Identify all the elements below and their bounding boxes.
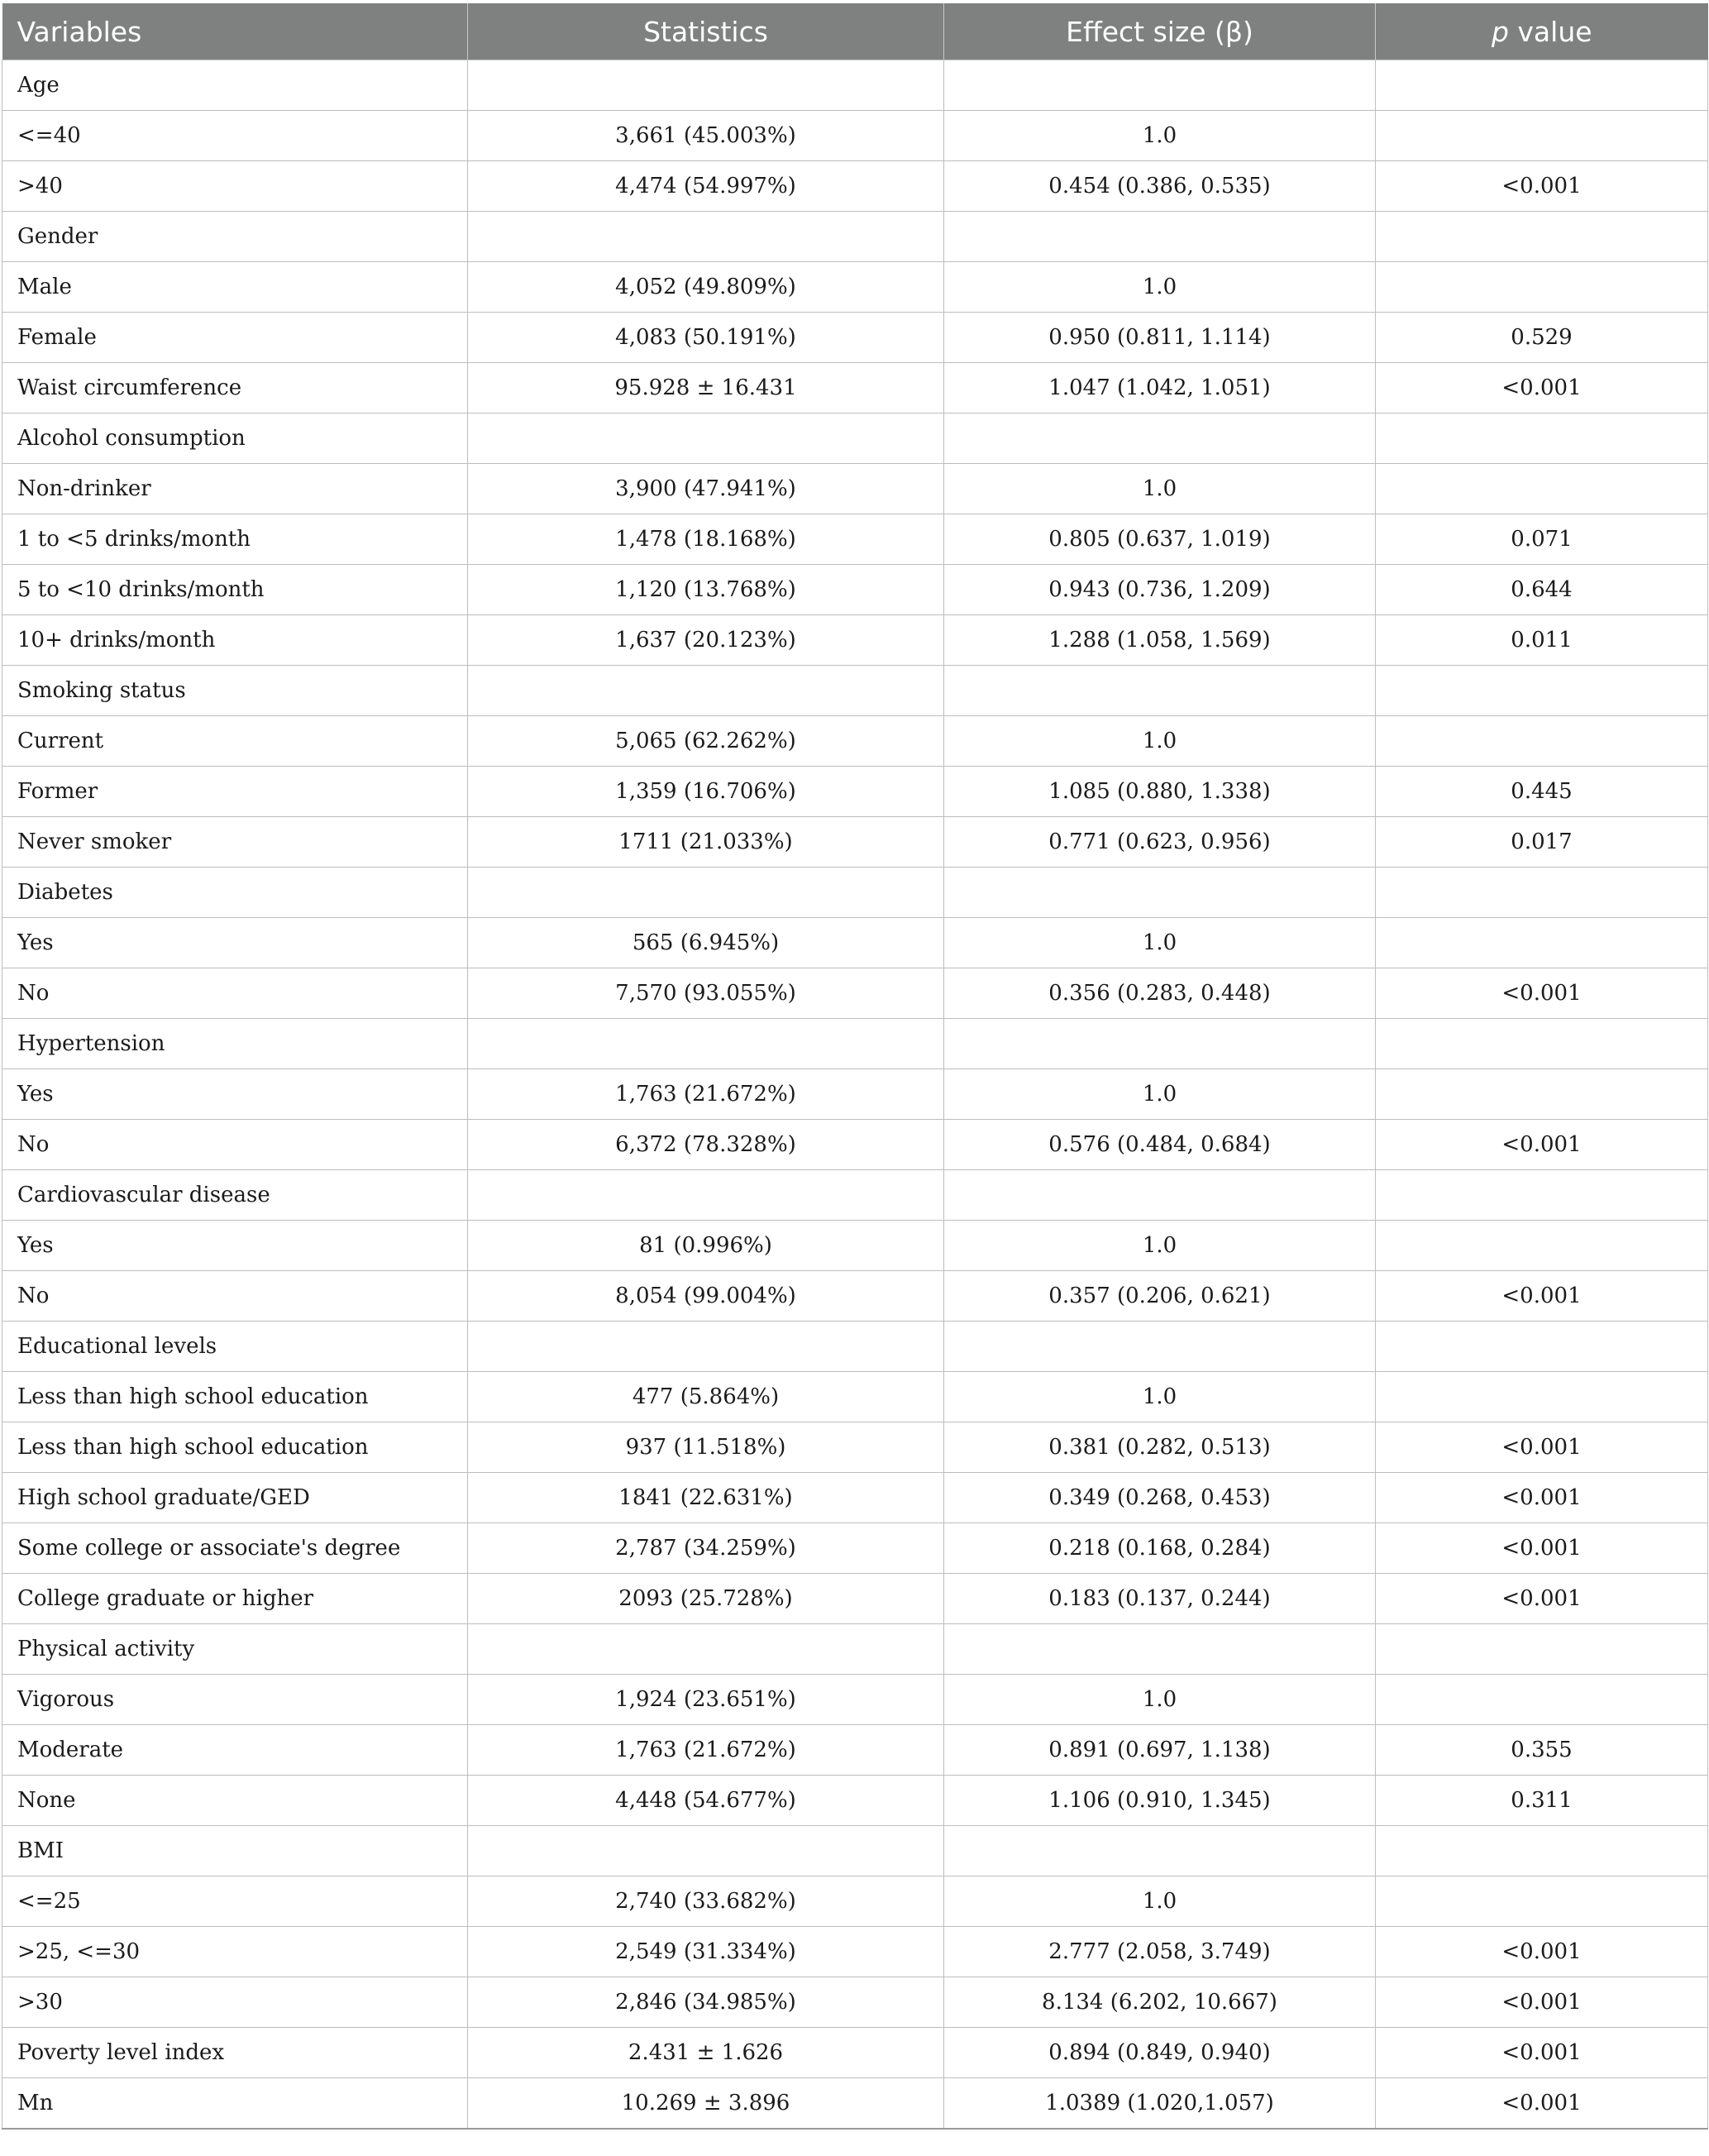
cell-statistics: 6,372 (78.328%) xyxy=(468,1120,944,1170)
cell-effect-size: 0.576 (0.484, 0.684) xyxy=(944,1120,1376,1170)
cell-p-value: 0.445 xyxy=(1376,767,1708,817)
cell-variable: Former xyxy=(2,767,468,817)
cell-statistics: 1711 (21.033%) xyxy=(468,817,944,868)
cell-variable: 1 to <5 drinks/month xyxy=(2,514,468,565)
table-row xyxy=(2,2078,1708,2130)
cell-effect-size xyxy=(944,212,1376,262)
table-row xyxy=(2,2028,1708,2078)
table-row xyxy=(2,1170,1708,1221)
cell-effect-size xyxy=(944,1019,1376,1069)
table-row xyxy=(2,565,1708,615)
table-row xyxy=(2,666,1708,716)
table-row xyxy=(2,161,1708,212)
header-statistics: Statistics xyxy=(468,3,944,60)
header-effect-size: Effect size (β) xyxy=(944,3,1376,60)
table-row xyxy=(2,111,1708,161)
cell-variable: Waist circumference xyxy=(2,363,468,414)
cell-p-value xyxy=(1376,1322,1708,1372)
cell-statistics: 477 (5.864%) xyxy=(468,1372,944,1422)
table-row xyxy=(2,514,1708,565)
cell-statistics xyxy=(468,1624,944,1675)
cell-p-value: 0.311 xyxy=(1376,1776,1708,1826)
cell-effect-size: 0.183 (0.137, 0.244) xyxy=(944,1574,1376,1624)
cell-statistics: 1,763 (21.672%) xyxy=(468,1069,944,1120)
cell-p-value: <0.001 xyxy=(1376,1473,1708,1523)
cell-effect-size: 1.085 (0.880, 1.338) xyxy=(944,767,1376,817)
cell-variable: Gender xyxy=(2,212,468,262)
cell-statistics xyxy=(468,60,944,111)
cell-statistics: 8,054 (99.004%) xyxy=(468,1271,944,1322)
cell-effect-size: 1.0 xyxy=(944,918,1376,968)
cell-statistics: 2093 (25.728%) xyxy=(468,1574,944,1624)
cell-variable: Physical activity xyxy=(2,1624,468,1675)
cell-effect-size xyxy=(944,414,1376,464)
cell-statistics: 2,740 (33.682%) xyxy=(468,1876,944,1927)
cell-statistics: 4,083 (50.191%) xyxy=(468,313,944,363)
cell-effect-size: 0.891 (0.697, 1.138) xyxy=(944,1725,1376,1776)
cell-effect-size: 8.134 (6.202, 10.667) xyxy=(944,1977,1376,2028)
cell-statistics: 1,120 (13.768%) xyxy=(468,565,944,615)
cell-effect-size xyxy=(944,1170,1376,1221)
cell-variable: BMI xyxy=(2,1826,468,1876)
cell-effect-size xyxy=(944,1624,1376,1675)
table-row xyxy=(2,1069,1708,1120)
cell-p-value: <0.001 xyxy=(1376,1977,1708,2028)
cell-effect-size: 1.0389 (1.020,1.057) xyxy=(944,2078,1376,2130)
cell-variable: 10+ drinks/month xyxy=(2,615,468,666)
cell-variable: Female xyxy=(2,313,468,363)
cell-p-value: 0.529 xyxy=(1376,313,1708,363)
cell-variable: >30 xyxy=(2,1977,468,2028)
cell-effect-size: 0.356 (0.283, 0.448) xyxy=(944,968,1376,1019)
cell-p-value: <0.001 xyxy=(1376,968,1708,1019)
cell-p-value: <0.001 xyxy=(1376,2078,1708,2130)
cell-statistics xyxy=(468,1170,944,1221)
cell-effect-size: 0.218 (0.168, 0.284) xyxy=(944,1523,1376,1574)
cell-p-value xyxy=(1376,262,1708,313)
cell-effect-size: 0.357 (0.206, 0.621) xyxy=(944,1271,1376,1322)
header-row xyxy=(2,3,1708,60)
cell-effect-size: 0.943 (0.736, 1.209) xyxy=(944,565,1376,615)
cell-p-value: <0.001 xyxy=(1376,1574,1708,1624)
cell-p-value xyxy=(1376,1019,1708,1069)
cell-p-value xyxy=(1376,111,1708,161)
cell-variable: Some college or associate's degree xyxy=(2,1523,468,1574)
cell-statistics xyxy=(468,868,944,918)
cell-effect-size: 1.0 xyxy=(944,1675,1376,1725)
cell-effect-size: 0.894 (0.849, 0.940) xyxy=(944,2028,1376,2078)
cell-statistics: 2.431 ± 1.626 xyxy=(468,2028,944,2078)
cell-p-value xyxy=(1376,1675,1708,1725)
cell-p-value: <0.001 xyxy=(1376,1927,1708,1977)
cell-effect-size xyxy=(944,666,1376,716)
cell-variable: No xyxy=(2,1271,468,1322)
cell-variable: Cardiovascular disease xyxy=(2,1170,468,1221)
table-row xyxy=(2,1473,1708,1523)
table-row xyxy=(2,1221,1708,1271)
cell-statistics: 1,924 (23.651%) xyxy=(468,1675,944,1725)
cell-variable: Yes xyxy=(2,1069,468,1120)
cell-variable: Current xyxy=(2,716,468,767)
cell-statistics: 7,570 (93.055%) xyxy=(468,968,944,1019)
cell-variable: Smoking status xyxy=(2,666,468,716)
cell-effect-size: 1.0 xyxy=(944,464,1376,514)
table-row xyxy=(2,1876,1708,1927)
cell-statistics: 3,900 (47.941%) xyxy=(468,464,944,514)
table-row xyxy=(2,767,1708,817)
cell-variable: Educational levels xyxy=(2,1322,468,1372)
cell-effect-size xyxy=(944,1826,1376,1876)
header-p-italic: p xyxy=(1491,15,1509,48)
table-row xyxy=(2,1372,1708,1422)
table-row xyxy=(2,60,1708,111)
cell-p-value: <0.001 xyxy=(1376,363,1708,414)
cell-p-value: <0.001 xyxy=(1376,1523,1708,1574)
cell-statistics: 2,787 (34.259%) xyxy=(468,1523,944,1574)
cell-variable: Diabetes xyxy=(2,868,468,918)
cell-p-value xyxy=(1376,1624,1708,1675)
cell-statistics xyxy=(468,666,944,716)
cell-variable: >25, <=30 xyxy=(2,1927,468,1977)
cell-effect-size: 1.106 (0.910, 1.345) xyxy=(944,1776,1376,1826)
table-row xyxy=(2,1574,1708,1624)
cell-p-value xyxy=(1376,1069,1708,1120)
table-row xyxy=(2,1120,1708,1170)
cell-effect-size: 1.047 (1.042, 1.051) xyxy=(944,363,1376,414)
table-row xyxy=(2,1322,1708,1372)
table-row xyxy=(2,1927,1708,1977)
cell-variable: >40 xyxy=(2,161,468,212)
cell-variable: Mn xyxy=(2,2078,468,2130)
cell-statistics: 2,846 (34.985%) xyxy=(468,1977,944,2028)
table-row xyxy=(2,868,1708,918)
cell-effect-size: 1.0 xyxy=(944,1876,1376,1927)
results-table xyxy=(2,3,1708,2130)
table-header xyxy=(2,3,1708,60)
cell-variable: No xyxy=(2,1120,468,1170)
table-body xyxy=(2,60,1708,2130)
cell-statistics: 4,448 (54.677%) xyxy=(468,1776,944,1826)
cell-effect-size: 1.0 xyxy=(944,716,1376,767)
table-row xyxy=(2,1019,1708,1069)
cell-effect-size: 1.0 xyxy=(944,1372,1376,1422)
cell-variable: None xyxy=(2,1776,468,1826)
cell-p-value xyxy=(1376,918,1708,968)
table-row xyxy=(2,212,1708,262)
table-row xyxy=(2,363,1708,414)
cell-statistics: 1,763 (21.672%) xyxy=(468,1725,944,1776)
cell-p-value xyxy=(1376,1876,1708,1927)
cell-variable: Age xyxy=(2,60,468,111)
table-row xyxy=(2,1523,1708,1574)
cell-p-value xyxy=(1376,1826,1708,1876)
cell-variable: Male xyxy=(2,262,468,313)
cell-statistics xyxy=(468,414,944,464)
cell-effect-size: 1.0 xyxy=(944,1221,1376,1271)
cell-statistics: 2,549 (31.334%) xyxy=(468,1927,944,1977)
cell-effect-size: 1.0 xyxy=(944,262,1376,313)
cell-p-value: <0.001 xyxy=(1376,1120,1708,1170)
cell-effect-size xyxy=(944,868,1376,918)
cell-statistics: 95.928 ± 16.431 xyxy=(468,363,944,414)
cell-statistics: 4,052 (49.809%) xyxy=(468,262,944,313)
cell-statistics: 1,478 (18.168%) xyxy=(468,514,944,565)
cell-statistics xyxy=(468,1019,944,1069)
cell-p-value: 0.644 xyxy=(1376,565,1708,615)
table-row xyxy=(2,1826,1708,1876)
header-variables: Variables xyxy=(2,3,468,60)
cell-statistics: 3,661 (45.003%) xyxy=(468,111,944,161)
cell-effect-size: 1.0 xyxy=(944,111,1376,161)
cell-statistics: 1,637 (20.123%) xyxy=(468,615,944,666)
table-row xyxy=(2,817,1708,868)
table-row xyxy=(2,968,1708,1019)
table-row xyxy=(2,1422,1708,1473)
cell-variable: <=40 xyxy=(2,111,468,161)
cell-effect-size xyxy=(944,60,1376,111)
table-row xyxy=(2,615,1708,666)
cell-variable: <=25 xyxy=(2,1876,468,1927)
cell-variable: Yes xyxy=(2,1221,468,1271)
cell-p-value: <0.001 xyxy=(1376,1271,1708,1322)
table-row xyxy=(2,313,1708,363)
cell-effect-size: 0.381 (0.282, 0.513) xyxy=(944,1422,1376,1473)
cell-variable: Less than high school education xyxy=(2,1422,468,1473)
cell-statistics xyxy=(468,1322,944,1372)
cell-p-value xyxy=(1376,464,1708,514)
table-row xyxy=(2,716,1708,767)
cell-p-value: 0.355 xyxy=(1376,1725,1708,1776)
cell-statistics: 937 (11.518%) xyxy=(468,1422,944,1473)
cell-variable: Non-drinker xyxy=(2,464,468,514)
table-row xyxy=(2,1624,1708,1675)
cell-variable: Vigorous xyxy=(2,1675,468,1725)
header-p-value xyxy=(1376,3,1708,60)
cell-effect-size: 0.454 (0.386, 0.535) xyxy=(944,161,1376,212)
table-row xyxy=(2,1776,1708,1826)
cell-effect-size: 1.288 (1.058, 1.569) xyxy=(944,615,1376,666)
cell-statistics: 4,474 (54.997%) xyxy=(468,161,944,212)
cell-effect-size: 0.950 (0.811, 1.114) xyxy=(944,313,1376,363)
cell-p-value: <0.001 xyxy=(1376,161,1708,212)
cell-variable: Alcohol consumption xyxy=(2,414,468,464)
cell-p-value xyxy=(1376,1221,1708,1271)
cell-statistics: 10.269 ± 3.896 xyxy=(468,2078,944,2130)
cell-variable: Moderate xyxy=(2,1725,468,1776)
table-row xyxy=(2,414,1708,464)
cell-p-value: 0.011 xyxy=(1376,615,1708,666)
cell-statistics: 565 (6.945%) xyxy=(468,918,944,968)
table-row xyxy=(2,1977,1708,2028)
cell-statistics: 5,065 (62.262%) xyxy=(468,716,944,767)
cell-statistics xyxy=(468,212,944,262)
cell-effect-size: 0.771 (0.623, 0.956) xyxy=(944,817,1376,868)
cell-p-value xyxy=(1376,1372,1708,1422)
cell-statistics: 1841 (22.631%) xyxy=(468,1473,944,1523)
cell-p-value: 0.017 xyxy=(1376,817,1708,868)
cell-p-value: 0.071 xyxy=(1376,514,1708,565)
cell-effect-size: 1.0 xyxy=(944,1069,1376,1120)
cell-p-value xyxy=(1376,666,1708,716)
cell-variable: Poverty level index xyxy=(2,2028,468,2078)
cell-effect-size: 0.349 (0.268, 0.453) xyxy=(944,1473,1376,1523)
cell-statistics: 81 (0.996%) xyxy=(468,1221,944,1271)
cell-p-value: <0.001 xyxy=(1376,2028,1708,2078)
cell-variable: High school graduate/GED xyxy=(2,1473,468,1523)
cell-effect-size: 0.805 (0.637, 1.019) xyxy=(944,514,1376,565)
cell-variable: Less than high school education xyxy=(2,1372,468,1422)
table-row xyxy=(2,1675,1708,1725)
cell-p-value: <0.001 xyxy=(1376,1422,1708,1473)
cell-variable: 5 to <10 drinks/month xyxy=(2,565,468,615)
cell-p-value xyxy=(1376,60,1708,111)
cell-p-value xyxy=(1376,1170,1708,1221)
cell-effect-size xyxy=(944,1322,1376,1372)
cell-p-value xyxy=(1376,212,1708,262)
table-row xyxy=(2,1725,1708,1776)
cell-variable: Hypertension xyxy=(2,1019,468,1069)
table-row xyxy=(2,1271,1708,1322)
cell-p-value xyxy=(1376,716,1708,767)
cell-variable: Never smoker xyxy=(2,817,468,868)
cell-p-value xyxy=(1376,868,1708,918)
cell-p-value xyxy=(1376,414,1708,464)
cell-variable: College graduate or higher xyxy=(2,1574,468,1624)
table-row xyxy=(2,464,1708,514)
table-row xyxy=(2,918,1708,968)
cell-variable: Yes xyxy=(2,918,468,968)
cell-effect-size: 2.777 (2.058, 3.749) xyxy=(944,1927,1376,1977)
cell-statistics: 1,359 (16.706%) xyxy=(468,767,944,817)
cell-statistics xyxy=(468,1826,944,1876)
header-p-rest: value xyxy=(1508,15,1592,48)
cell-variable: No xyxy=(2,968,468,1019)
table-row xyxy=(2,262,1708,313)
